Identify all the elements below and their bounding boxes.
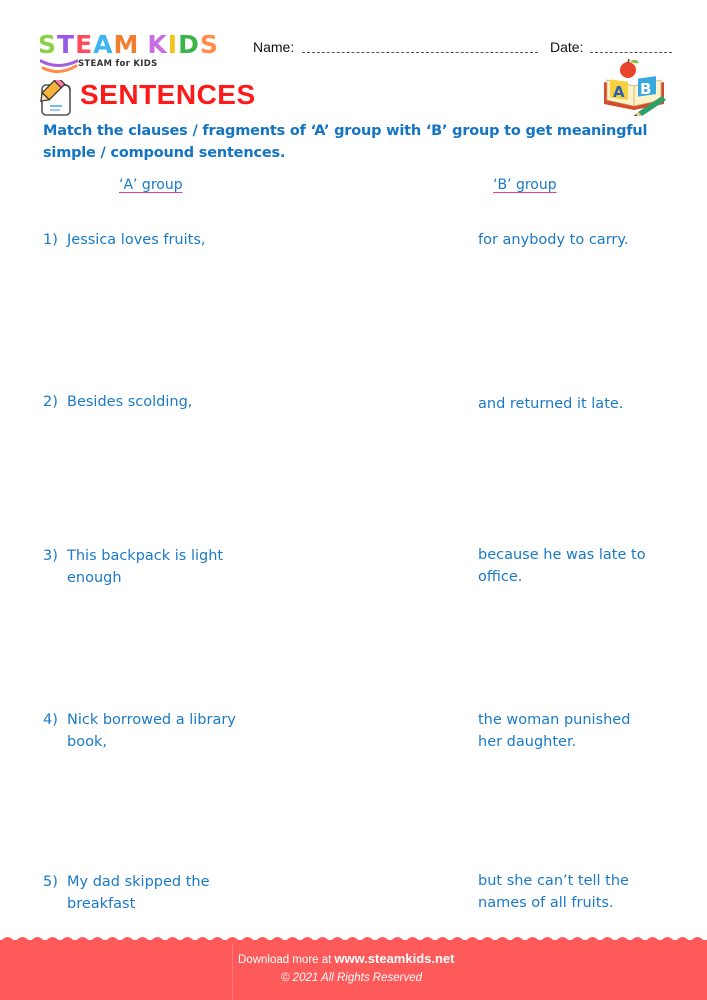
footer-divider bbox=[232, 944, 233, 1000]
download-text: Download more at bbox=[238, 954, 332, 966]
item-number: 3) bbox=[43, 548, 58, 564]
logo-swoosh-icon bbox=[40, 58, 78, 74]
item-b-text: for anybody to carry. bbox=[478, 232, 629, 248]
logo-letter: A bbox=[93, 30, 114, 59]
logo-letter: S bbox=[38, 30, 58, 59]
name-label: Name: bbox=[253, 39, 295, 55]
logo-letter: I bbox=[167, 30, 179, 59]
footer-download bbox=[238, 951, 455, 966]
item-number: 2) bbox=[43, 394, 58, 410]
logo-letter: K bbox=[147, 30, 168, 59]
name-field[interactable] bbox=[302, 52, 538, 53]
list-item-b bbox=[478, 870, 678, 914]
list-item-b bbox=[478, 544, 678, 588]
list-item-a bbox=[43, 709, 273, 753]
list-item-a bbox=[43, 545, 273, 589]
list-item-b bbox=[478, 709, 678, 753]
date-label: Date: bbox=[550, 39, 584, 55]
item-a-text: This backpack is light bbox=[67, 548, 224, 564]
svg-text:B: B bbox=[640, 80, 652, 98]
logo-letter: E bbox=[75, 30, 94, 59]
pencil-paper-icon bbox=[36, 80, 74, 118]
item-b-text: because he was late to bbox=[478, 547, 646, 563]
list-item-b bbox=[478, 229, 678, 251]
logo-subtitle: STEAM for KIDS bbox=[78, 59, 158, 69]
instructions: Match the clauses / fragments of ‘A’ group with ‘B’ group to get meaningful simple / compound sentences. bbox=[43, 123, 648, 161]
item-b-text: the woman punished bbox=[478, 712, 631, 728]
item-a-text-cont: breakfast bbox=[67, 896, 136, 912]
logo-letter: S bbox=[199, 30, 219, 59]
abc-book-apple-icon bbox=[600, 58, 668, 116]
date-field[interactable] bbox=[590, 52, 672, 53]
item-a-text-cont: book, bbox=[67, 734, 107, 750]
item-b-text-cont: names of all fruits. bbox=[478, 895, 614, 911]
item-b-text-cont: office. bbox=[478, 569, 523, 585]
logo-letter: M bbox=[113, 30, 140, 59]
item-a-text: My dad skipped the bbox=[67, 874, 210, 890]
svg-text:A: A bbox=[613, 83, 625, 101]
scalloped-edge bbox=[0, 934, 707, 942]
list-item-a bbox=[43, 229, 273, 251]
item-number: 1) bbox=[43, 232, 58, 248]
logo-title bbox=[38, 30, 219, 60]
item-a-text: Jessica loves fruits, bbox=[67, 232, 206, 248]
item-number: 5) bbox=[43, 874, 58, 890]
steam-kids-logo bbox=[38, 30, 238, 74]
logo-letter: D bbox=[178, 30, 200, 59]
copyright: © 2021 All Rights Reserved bbox=[281, 972, 423, 984]
item-b-text: but she can’t tell the bbox=[478, 873, 629, 889]
group-b-heading: ‘B’ group bbox=[493, 177, 557, 193]
list-item-a bbox=[43, 871, 273, 915]
list-item-a bbox=[43, 391, 273, 413]
page-title: SENTENCES bbox=[80, 79, 256, 110]
item-number: 4) bbox=[43, 712, 58, 728]
item-b-text: and returned it late. bbox=[478, 396, 624, 412]
item-b-text-cont: her daughter. bbox=[478, 734, 577, 750]
footer bbox=[0, 940, 707, 1000]
logo-letter: T bbox=[57, 30, 76, 59]
website-link[interactable]: www.steamkids.net bbox=[334, 951, 455, 966]
item-a-text-cont: enough bbox=[67, 570, 122, 586]
item-a-text: Besides scolding, bbox=[67, 394, 193, 410]
item-a-text: Nick borrowed a library bbox=[67, 712, 236, 728]
list-item-b bbox=[478, 393, 678, 415]
group-a-heading: ‘A’ group bbox=[119, 177, 183, 193]
